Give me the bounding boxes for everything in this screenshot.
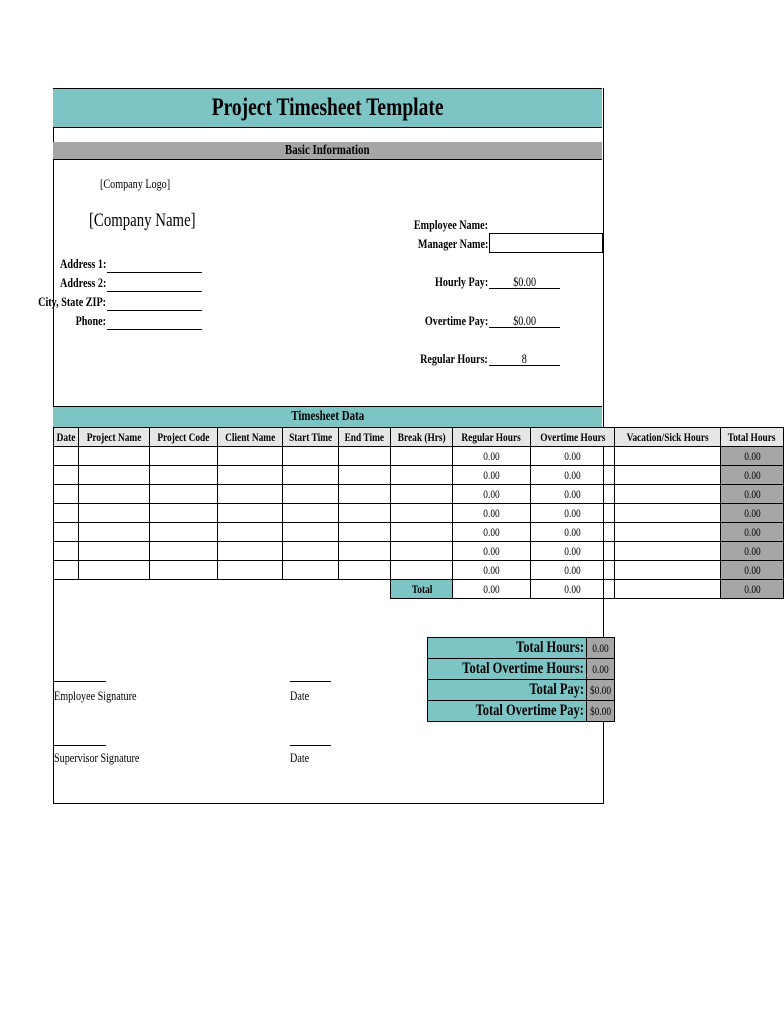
end-time-cell[interactable]: [339, 523, 391, 542]
start-time-cell[interactable]: [283, 542, 339, 561]
regular-hours-cell: 0.00: [453, 485, 530, 504]
project-code-cell[interactable]: [150, 466, 218, 485]
total-spacer: [150, 580, 218, 599]
date-cell[interactable]: [54, 466, 79, 485]
project-code-cell[interactable]: [150, 561, 218, 580]
project-code-cell[interactable]: [150, 485, 218, 504]
total-vacation-sick-hours: [615, 580, 721, 599]
regular-hours-cell: 0.00: [453, 542, 530, 561]
vacation-sick-hours-cell[interactable]: [615, 466, 721, 485]
overtime-hours-cell: 0.00: [530, 447, 615, 466]
col-total-hours: Total Hours: [721, 428, 783, 447]
table-row: [54, 485, 784, 504]
timesheet-data-header: [53, 406, 602, 428]
total-total-hours: 0.00: [721, 580, 783, 599]
employee-signature-line[interactable]: [54, 681, 106, 682]
city-state-zip-field[interactable]: [107, 296, 202, 311]
city-state-zip-label: City, State ZIP:: [38, 294, 106, 309]
regular-hours-cell: 0.00: [453, 523, 530, 542]
regular-hours-cell: 0.00: [453, 504, 530, 523]
break-hrs-cell[interactable]: [390, 504, 452, 523]
manager-name-label: Manager Name:: [417, 236, 488, 251]
project-name-cell[interactable]: [79, 561, 150, 580]
address1-label: Address 1:: [59, 256, 106, 271]
summary-row-total-pay: [428, 680, 615, 701]
regular-hours-cell: 0.00: [453, 466, 530, 485]
company-logo-placeholder: [Company Logo]: [100, 176, 171, 191]
total-hours-cell: 0.00: [721, 447, 783, 466]
table-row: [54, 542, 784, 561]
total-label: Total: [390, 580, 452, 599]
end-time-cell[interactable]: [339, 485, 391, 504]
project-code-cell[interactable]: [150, 542, 218, 561]
overtime-pay-label: Overtime Pay:: [424, 313, 488, 328]
start-time-cell[interactable]: [283, 523, 339, 542]
client-name-cell[interactable]: [217, 523, 282, 542]
company-name: [Company Name]: [89, 210, 196, 231]
vacation-sick-hours-cell[interactable]: [615, 447, 721, 466]
summary-row-total-overtime-hours: [428, 659, 615, 680]
supervisor-signature-line[interactable]: [54, 745, 106, 746]
phone-field[interactable]: [107, 315, 202, 330]
supervisor-date-line[interactable]: [290, 745, 331, 746]
vacation-sick-hours-cell[interactable]: [615, 523, 721, 542]
address1-field[interactable]: [107, 258, 202, 273]
end-time-cell[interactable]: [339, 447, 391, 466]
overtime-hours-cell: 0.00: [530, 523, 615, 542]
col-overtime-hours: Overtime Hours: [530, 428, 615, 447]
overtime-hours-cell: 0.00: [530, 466, 615, 485]
hourly-pay-label: Hourly Pay:: [434, 274, 488, 289]
overtime-hours-cell: 0.00: [530, 542, 615, 561]
timesheet-table: [53, 427, 784, 599]
date-cell[interactable]: [54, 561, 79, 580]
project-name-cell[interactable]: [79, 485, 150, 504]
total-hours-value: 0.00: [586, 638, 614, 659]
start-time-cell[interactable]: [283, 561, 339, 580]
col-regular-hours: Regular Hours: [453, 428, 530, 447]
client-name-cell[interactable]: [217, 542, 282, 561]
col-end-time: End Time: [339, 428, 391, 447]
employee-name-label: Employee Name:: [413, 217, 488, 232]
timesheet-header-row: [54, 428, 784, 447]
col-break-hrs: Break (Hrs): [390, 428, 452, 447]
regular-hours-cell: 0.00: [453, 447, 530, 466]
vacation-sick-hours-cell[interactable]: [615, 504, 721, 523]
client-name-cell[interactable]: [217, 504, 282, 523]
summary-row-total-overtime-pay: [428, 701, 615, 722]
total-spacer: [54, 580, 79, 599]
break-hrs-cell[interactable]: [390, 485, 452, 504]
overtime-pay-field[interactable]: $0.00: [489, 313, 560, 328]
employee-date-line[interactable]: [290, 681, 331, 682]
table-row: [54, 466, 784, 485]
timesheet-total-row: [54, 580, 784, 599]
overtime-hours-cell: 0.00: [530, 504, 615, 523]
end-time-cell[interactable]: [339, 542, 391, 561]
total-hours-cell: 0.00: [721, 485, 783, 504]
client-name-cell[interactable]: [217, 447, 282, 466]
total-hours-cell: 0.00: [721, 466, 783, 485]
col-project-name: Project Name: [79, 428, 150, 447]
col-client-name: Client Name: [217, 428, 282, 447]
supervisor-date-label: Date: [290, 750, 310, 765]
page-title-text: Project Timesheet Template: [211, 94, 444, 121]
total-pay-label: Total Pay:: [428, 680, 587, 701]
total-overtime-hours-value: 0.00: [586, 659, 614, 680]
total-spacer: [217, 580, 282, 599]
regular-hours-label: Regular Hours:: [420, 351, 488, 366]
start-time-cell[interactable]: [283, 466, 339, 485]
date-cell[interactable]: [54, 523, 79, 542]
spacer-row: [53, 126, 602, 143]
table-row: [54, 561, 784, 580]
client-name-cell[interactable]: [217, 485, 282, 504]
timesheet-data-header-text: Timesheet Data: [291, 409, 364, 424]
project-name-cell[interactable]: [79, 542, 150, 561]
break-hrs-cell[interactable]: [390, 466, 452, 485]
col-project-code: Project Code: [150, 428, 218, 447]
project-code-cell[interactable]: [150, 523, 218, 542]
regular-hours-field[interactable]: 8: [489, 351, 560, 366]
total-hours-label: Total Hours:: [428, 638, 587, 659]
total-spacer: [339, 580, 391, 599]
overtime-hours-cell: 0.00: [530, 485, 615, 504]
col-date: Date: [54, 428, 79, 447]
hourly-pay-field[interactable]: $0.00: [489, 274, 560, 289]
regular-hours-cell: 0.00: [453, 561, 530, 580]
table-row: [54, 447, 784, 466]
page-title: [53, 88, 602, 128]
address2-field[interactable]: [107, 277, 202, 292]
total-hours-cell: 0.00: [721, 561, 783, 580]
date-cell[interactable]: [54, 447, 79, 466]
manager-name-field[interactable]: [489, 233, 603, 253]
project-code-cell[interactable]: [150, 447, 218, 466]
table-row: [54, 504, 784, 523]
date-cell[interactable]: [54, 542, 79, 561]
vacation-sick-hours-cell[interactable]: [615, 485, 721, 504]
total-spacer: [79, 580, 150, 599]
date-cell[interactable]: [54, 504, 79, 523]
overtime-hours-cell: 0.00: [530, 561, 615, 580]
start-time-cell[interactable]: [283, 447, 339, 466]
project-name-cell[interactable]: [79, 447, 150, 466]
basic-info-header: [53, 142, 602, 160]
total-overtime-pay-value: $0.00: [586, 701, 614, 722]
total-overtime-hours: 0.00: [530, 580, 615, 599]
project-name-cell[interactable]: [79, 504, 150, 523]
address2-label: Address 2:: [59, 275, 106, 290]
total-overtime-pay-label: Total Overtime Pay:: [428, 701, 587, 722]
employee-signature-label: Employee Signature: [54, 688, 137, 703]
vacation-sick-hours-cell[interactable]: [615, 542, 721, 561]
project-code-cell[interactable]: [150, 504, 218, 523]
break-hrs-cell[interactable]: [390, 561, 452, 580]
total-hours-cell: 0.00: [721, 542, 783, 561]
col-vacation-sick-hours: Vacation/Sick Hours: [615, 428, 721, 447]
vacation-sick-hours-cell[interactable]: [615, 561, 721, 580]
employee-date-label: Date: [290, 688, 310, 703]
break-hrs-cell[interactable]: [390, 523, 452, 542]
start-time-cell[interactable]: [283, 504, 339, 523]
total-hours-cell: 0.00: [721, 504, 783, 523]
project-name-cell[interactable]: [79, 466, 150, 485]
phone-label: Phone:: [75, 313, 106, 328]
total-spacer: [283, 580, 339, 599]
total-hours-cell: 0.00: [721, 523, 783, 542]
break-hrs-cell[interactable]: [390, 542, 452, 561]
break-hrs-cell[interactable]: [390, 447, 452, 466]
project-name-cell[interactable]: [79, 523, 150, 542]
end-time-cell[interactable]: [339, 504, 391, 523]
total-regular-hours: 0.00: [453, 580, 530, 599]
start-time-cell[interactable]: [283, 485, 339, 504]
table-row: [54, 523, 784, 542]
end-time-cell[interactable]: [339, 561, 391, 580]
total-overtime-hours-label: Total Overtime Hours:: [428, 659, 587, 680]
client-name-cell[interactable]: [217, 466, 282, 485]
summary-table: [427, 637, 615, 722]
total-pay-value: $0.00: [586, 680, 614, 701]
basic-info-header-text: Basic Information: [285, 143, 370, 158]
date-cell[interactable]: [54, 485, 79, 504]
end-time-cell[interactable]: [339, 466, 391, 485]
employee-name-field[interactable]: [489, 219, 602, 234]
summary-row-total-hours: [428, 638, 615, 659]
client-name-cell[interactable]: [217, 561, 282, 580]
supervisor-signature-label: Supervisor Signature: [54, 750, 140, 765]
col-start-time: Start Time: [283, 428, 339, 447]
